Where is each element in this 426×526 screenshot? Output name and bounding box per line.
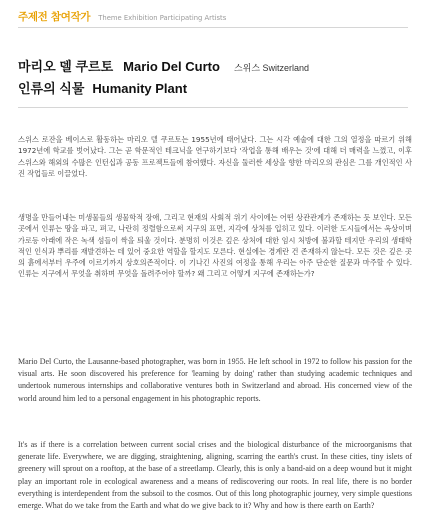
section-label-kr: 주제전 참여작가: [18, 11, 91, 23]
body-paragraph-kr-2: 생명을 만들어내는 미생물들의 생물학적 장애, 그리고 현재의 사회적 위기 사이에는 어떤 상관관계가 존재하는 듯 보인다. 모든 곳에서 인류는 땅을 파고, 펴고, 나란히 정렬함으로써 지구의 표면, 지각에 상처를 입히고 있다. 이러한 도시들에서는 옥상이며 가로등 아래에 작은 녹색 섬들이 싹을 틔울 것이다. 분명히 이것은 깊은 상처에 대한 임시 처방에 불과할 테지만 우리의 생태학적인 인식과 뿌리를 재발견하는 데 있어 중요한 역할을 할지도 모른다. 현실에는 경계란 건 존재하지 않는다. 모든 것은 깊은 곳의 흙에서부터 우주에 이르기까지 상호의존적이다. 이 기나긴 사진의 여정을 통해 우리는 아주 단순한 질문과 마주할 수 있다. 인류는 지구에서 무엇을 취하며 무엇을 돌려주어야 할까? 왜 그리고 어떻게 지구에 존재하는가?: [18, 213, 412, 279]
artist-country: 스위스 Switzerland: [233, 63, 310, 73]
work-title: [18, 78, 408, 97]
body-paragraph-en-1: Mario Del Curto, the Lausanne-based photographer, was born in 1955. He left school in 1972 to follow his passion for the visual arts. He soon discovered his preference for 'learning by doing' rather than studying academic techniques and undertook numerous internships and collaborative ventures both in Switzerland and abroad. His concerned view of the world around him led to a personal engagement in his photographic reports.: [18, 357, 412, 403]
artist-name-en: Mario Del Curto: [123, 59, 220, 74]
work-title-kr: 인류의 식물: [18, 81, 85, 96]
artist-name-kr: 마리오 델 쿠르토: [18, 59, 114, 74]
middle-divider: [18, 107, 408, 108]
work-title-en: Humanity Plant: [92, 81, 188, 96]
section-header: [18, 9, 408, 24]
body-paragraph-kr-1: 스위스 로잔을 베이스로 활동하는 마리오 델 쿠르토는 1955년에 태어났다. 그는 시각 예술에 대한 그의 열정을 따르기 위해 1972년에 학교를 벗어났다. 그는 곧 학문적인 테크닉을 연구하기보다 '작업을 통해 배우는 것'에 대해 더 매력을 느꼈고, 이후 스위스와 해외의 수많은 인턴십과 공동 프로젝트들에 참여했다. 자신을 둘러싼 세상을 향한 마리오의 관심은 그를 개인적인 사진 작업들로 이끌었다.: [18, 135, 412, 178]
section-label-en: Theme Exhibition Participating Artists: [98, 14, 227, 22]
artist-heading: [18, 56, 408, 75]
top-divider: [18, 27, 408, 28]
body-paragraph-en-2: It's as if there is a correlation between current social crises and the biological disturbance of the microorganisms that generate life. Everywhere, we are digging, straightening, aligning, scarring the earth's crust. In these cities, tiny islets of greenery will sprout on a rooftop, at the base of a streetlamp. Clearly, this is only a band-aid on a deep wound but it might play an important role in ecological awareness and a means of rediscovering our roots. In real life, there is no border everything is interdependent from the subsoil to the cosmos. Out of this long photographic journey, very simple questions emerge. What do we take from the Earth and what do we give back to it? Why and how is there earth on Earth?: [18, 440, 412, 511]
